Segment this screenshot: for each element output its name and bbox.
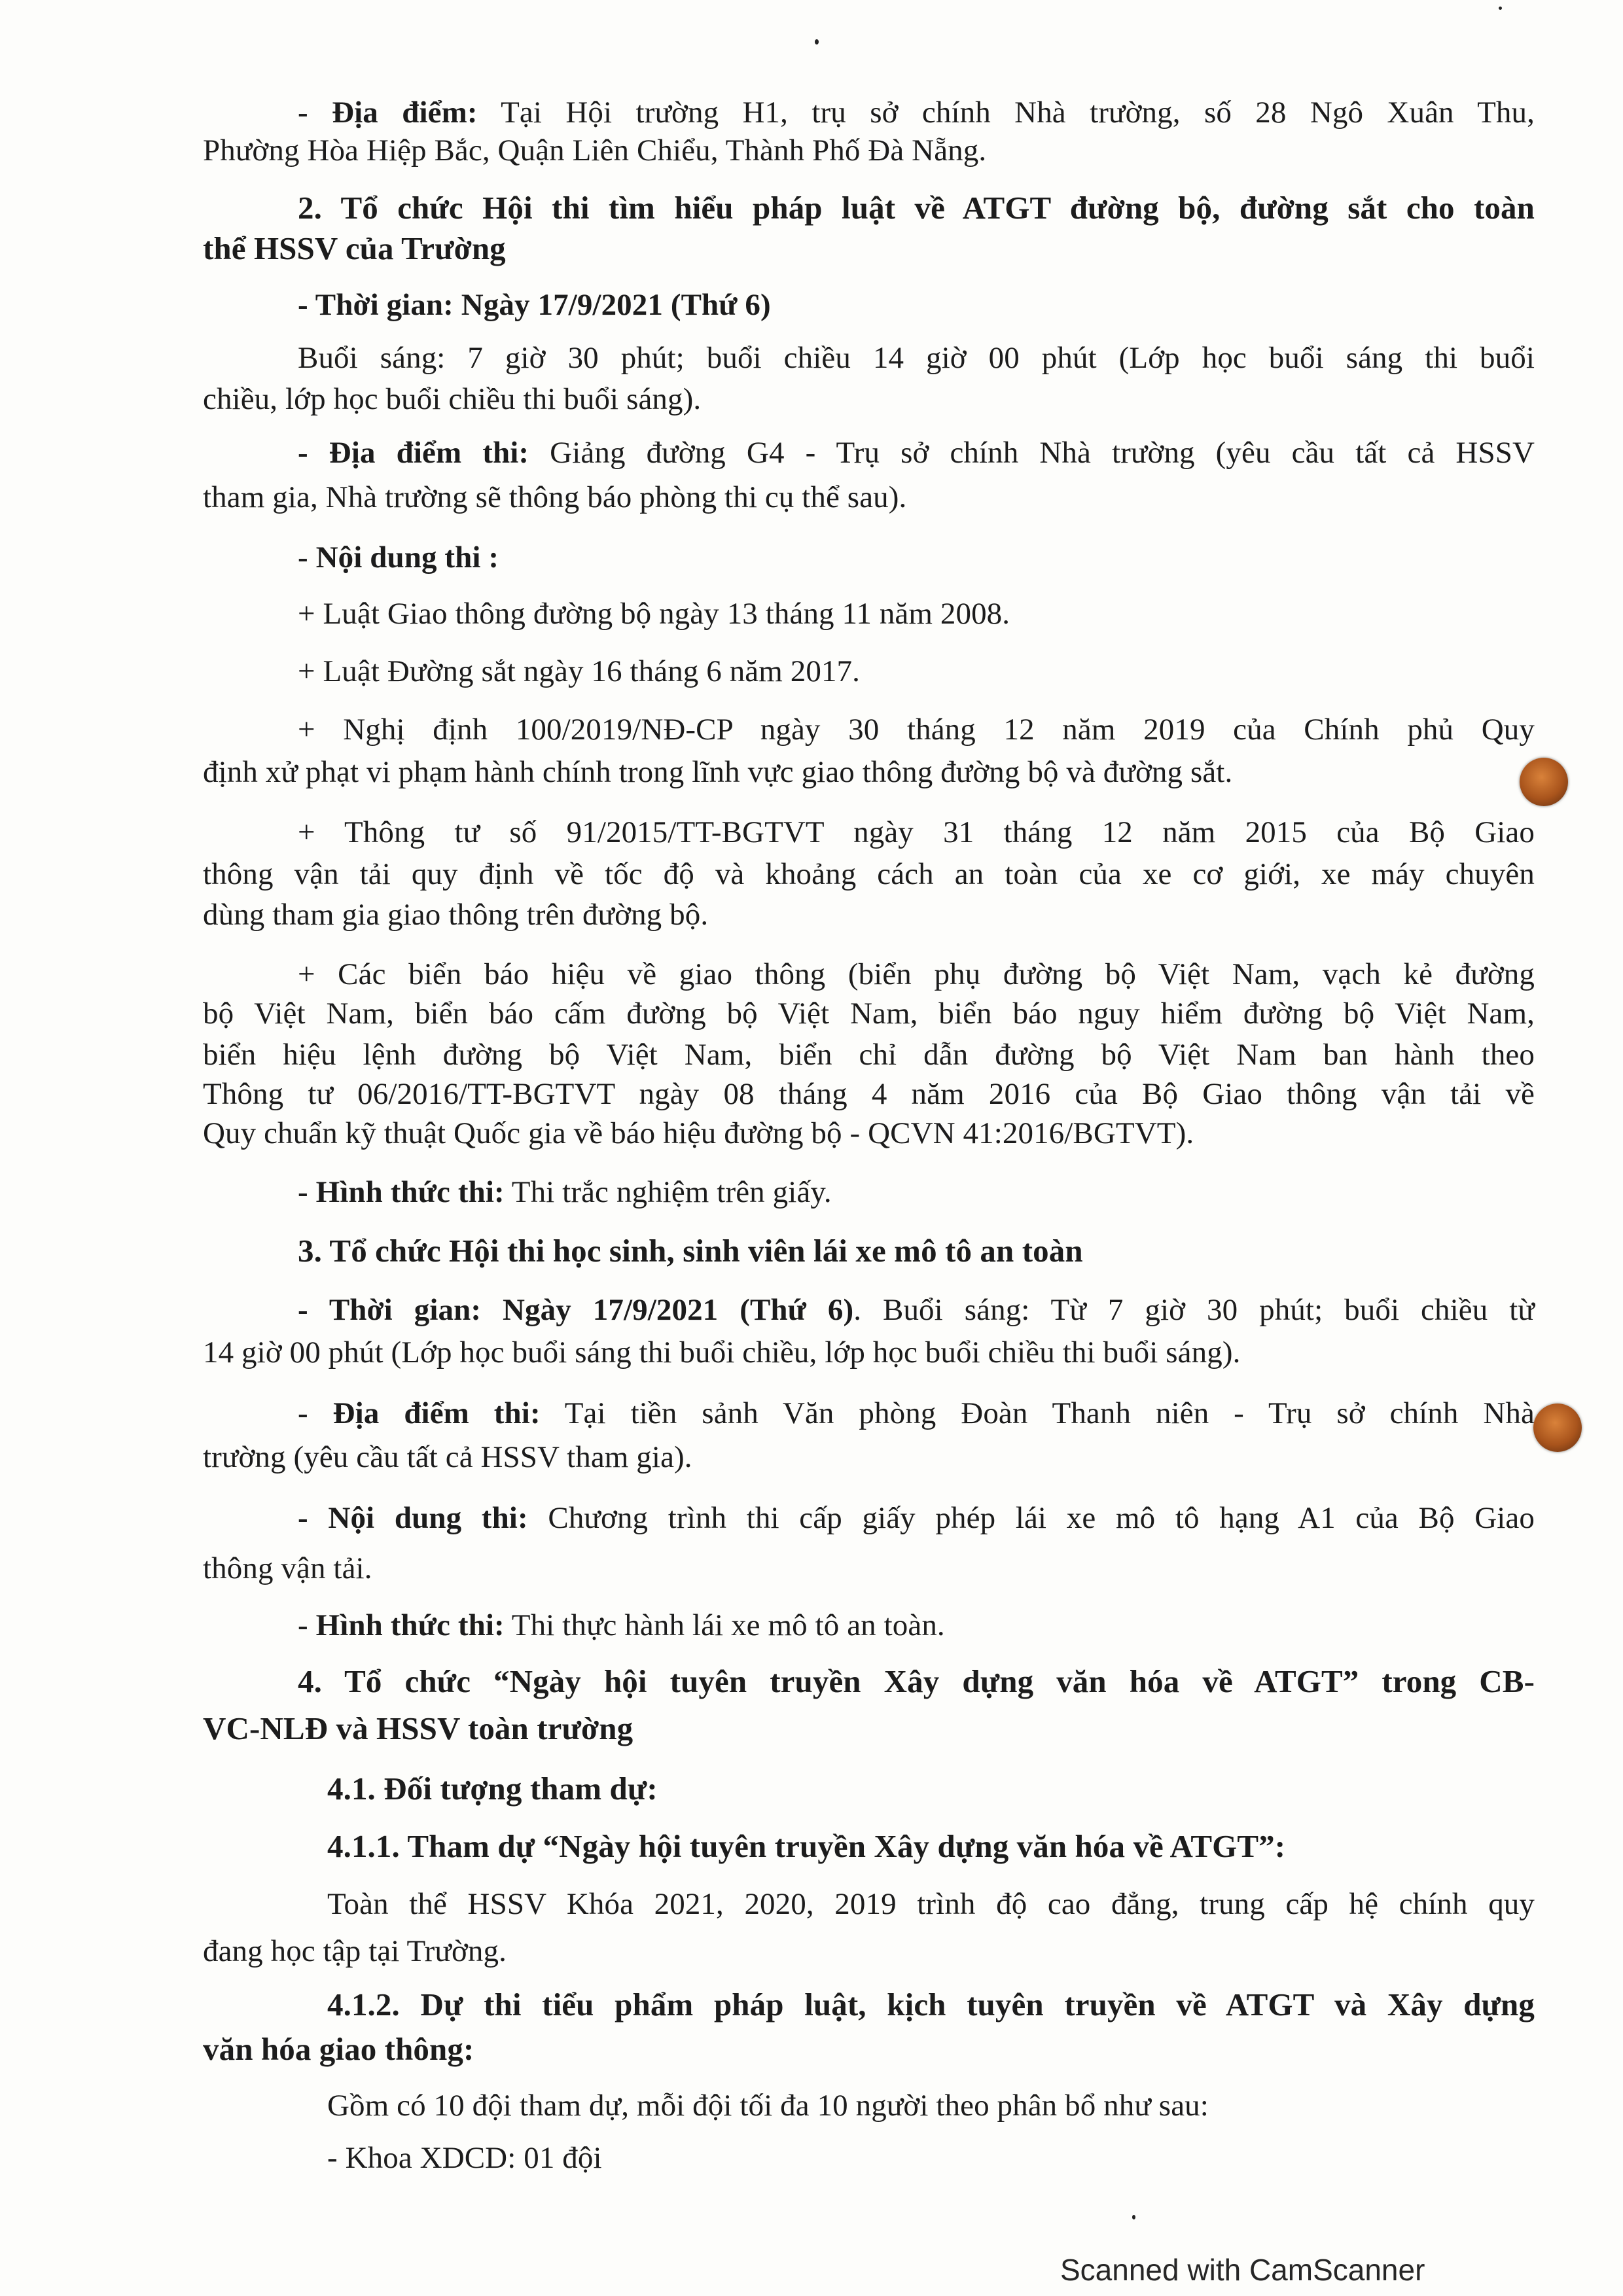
list-item-signs-cont3: Thông tư 06/2016/TT-BGTVT ngày 08 tháng 4 năm 2016 của Bộ Giao thông vận tải về: [203, 1077, 1535, 1111]
list-item-signs-cont: bộ Việt Nam, biển báo cấm đường bộ Việt Nam, biển báo nguy hiểm đường bộ Việt Nam,: [203, 997, 1535, 1031]
line-session-2-cont: chiều, lớp học buổi chiều thi buổi sáng).: [203, 382, 702, 416]
list-item-decree-cont: định xử phạt vi phạm hành chính trong lĩnh vực giao thông đường bộ và đường sắt.: [203, 755, 1233, 789]
line-format-2: - Hình thức thi: Thi trắc nghiệm trên giấy.: [298, 1175, 832, 1209]
section-heading-2-cont: thể HSSV của Trường: [203, 230, 506, 266]
subsection-heading-4-1-1: 4.1.1. Tham dự “Ngày hội tuyên truyền Xây dựng văn hóa về ATGT”:: [327, 1828, 1286, 1864]
section-heading-2: 2. Tổ chức Hội thi tìm hiểu pháp luật về ATGT đường bộ, đường sắt cho toàn: [298, 190, 1535, 226]
scan-speck: [1499, 7, 1502, 10]
line-teams: Gồm có 10 đội tham dự, mỗi đội tối đa 10 người theo phân bổ như sau:: [327, 2089, 1209, 2123]
subsection-heading-4-1-2-cont: văn hóa giao thông:: [203, 2031, 474, 2067]
line-session-2: Buổi sáng: 7 giờ 30 phút; buổi chiều 14 giờ 00 phút (Lớp học buổi sáng thi buổi: [298, 341, 1535, 375]
subsection-heading-4-1-2: 4.1.2. Dự thi tiểu phẩm pháp luật, kịch tuyên truyền về ATGT và Xây dựng: [327, 1987, 1535, 2022]
line-venue-2-cont: tham gia, Nhà trường sẽ thông báo phòng thi cụ thể sau).: [203, 480, 907, 514]
list-item-circular-91-cont: thông vận tải quy định về tốc độ và khoảng cách an toàn của xe cơ giới, xe máy chuyên: [203, 857, 1535, 891]
line-participants-cont: đang học tập tại Trường.: [203, 1934, 507, 1968]
camscanner-watermark: Scanned with CamScanner: [1060, 2253, 1425, 2287]
line-participants: Toàn thể HSSV Khóa 2021, 2020, 2019 trình độ cao đẳng, trung cấp hệ chính quy: [327, 1887, 1535, 1921]
line-content-3-cont: thông vận tải.: [203, 1551, 372, 1585]
section-heading-4: 4. Tổ chức “Ngày hội tuyên truyền Xây dựng văn hóa về ATGT” trong CB-: [298, 1663, 1535, 1699]
list-item-law-rail: + Luật Đường sắt ngày 16 tháng 6 năm 2017.: [298, 654, 861, 688]
list-item-law-road: + Luật Giao thông đường bộ ngày 13 tháng 11 năm 2008.: [298, 597, 1010, 631]
list-item-signs-cont2: biển hiệu lệnh đường bộ Việt Nam, biển chỉ dẫn đường bộ Việt Nam ban hành theo: [203, 1038, 1535, 1072]
line-content-2-label: - Nội dung thi :: [298, 540, 499, 574]
list-item-decree: + Nghị định 100/2019/NĐ-CP ngày 30 tháng 12 năm 2019 của Chính phủ Quy: [298, 713, 1535, 747]
line-faculty-xdcd: - Khoa XDCD: 01 đội: [327, 2141, 602, 2175]
list-item-circular-91: + Thông tư số 91/2015/TT-BGTVT ngày 31 tháng 12 năm 2015 của Bộ Giao: [298, 815, 1535, 849]
section-heading-3: 3. Tổ chức Hội thi học sinh, sinh viên lái xe mô tô an toàn: [298, 1233, 1083, 1269]
scan-speck: [1132, 2215, 1135, 2219]
line-location-cont: Phường Hòa Hiệp Bắc, Quận Liên Chiểu, Thành Phố Đà Nẵng.: [203, 133, 987, 168]
section-heading-4-cont: VC-NLĐ và HSSV toàn trường: [203, 1710, 633, 1746]
line-venue-3-cont: trường (yêu cầu tất cả HSSV tham gia).: [203, 1440, 692, 1474]
line-location: - Địa điểm: Tại Hội trường H1, trụ sở chính Nhà trường, số 28 Ngô Xuân Thu,: [298, 96, 1535, 130]
line-time-3: - Thời gian: Ngày 17/9/2021 (Thứ 6). Buổi sáng: Từ 7 giờ 30 phút; buổi chiều từ: [298, 1293, 1535, 1327]
scan-speck: [815, 39, 819, 44]
line-format-3: - Hình thức thi: Thi thực hành lái xe mô tô an toàn.: [298, 1608, 945, 1642]
list-item-circular-91-cont2: dùng tham gia giao thông trên đường bộ.: [203, 898, 709, 932]
list-item-signs-cont4: Quy chuẩn kỹ thuật Quốc gia về báo hiệu đường bộ - QCVN 41:2016/BGTVT).: [203, 1116, 1194, 1150]
punch-hole: [1533, 1404, 1582, 1452]
line-time-3-cont: 14 giờ 00 phút (Lớp học buổi sáng thi buổi chiều, lớp học buổi chiều thi buổi sáng).: [203, 1335, 1241, 1369]
line-venue-3: - Địa điểm thi: Tại tiền sảnh Văn phòng Đoàn Thanh niên - Trụ sở chính Nhà: [298, 1396, 1535, 1430]
line-content-3: - Nội dung thi: Chương trình thi cấp giấy phép lái xe mô tô hạng A1 của Bộ Giao: [298, 1501, 1535, 1535]
line-time-2: - Thời gian: Ngày 17/9/2021 (Thứ 6): [298, 288, 771, 322]
punch-hole: [1520, 758, 1568, 806]
subsection-heading-4-1: 4.1. Đối tượng tham dự:: [327, 1771, 658, 1807]
list-item-signs: + Các biển báo hiệu về giao thông (biển phụ đường bộ Việt Nam, vạch kẻ đường: [298, 957, 1535, 991]
line-venue-2: - Địa điểm thi: Giảng đường G4 - Trụ sở chính Nhà trường (yêu cầu tất cả HSSV: [298, 436, 1535, 470]
